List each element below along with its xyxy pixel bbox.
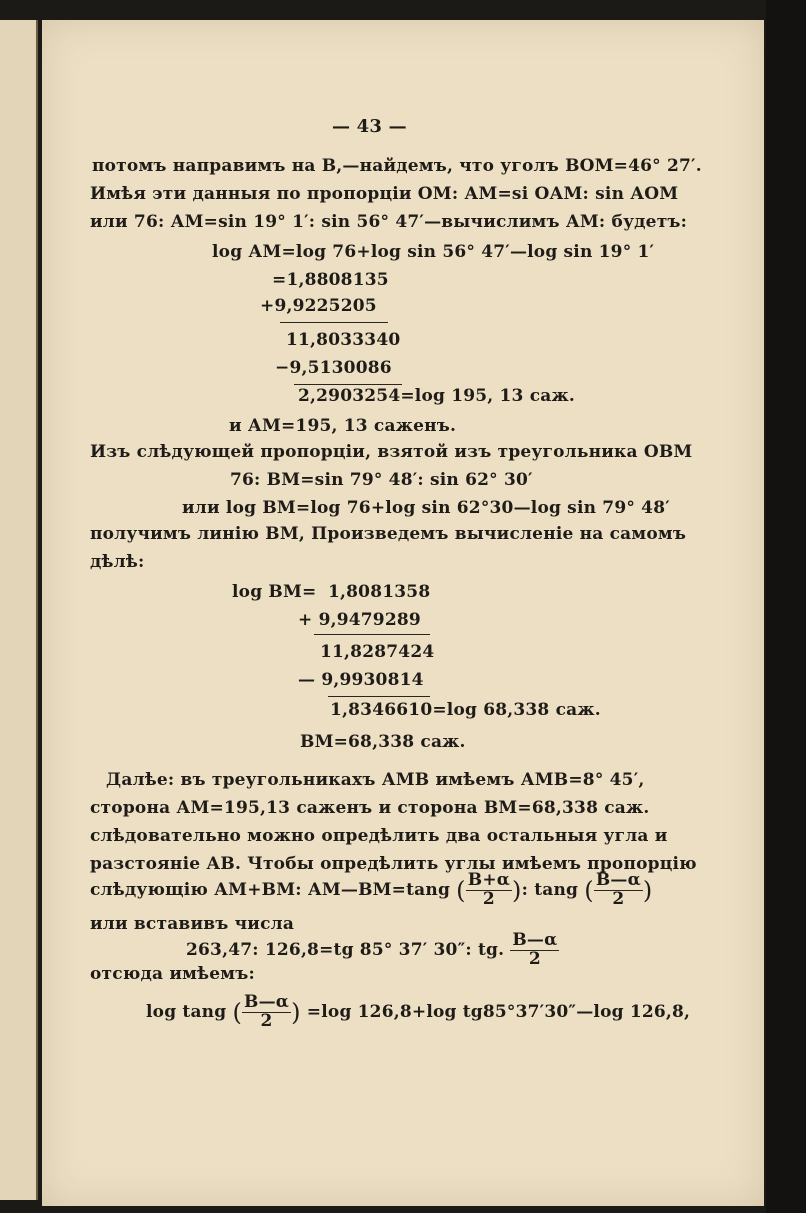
formula-text: =log 126,8+log tg85°37′30″—log 126,8, — [306, 1001, 691, 1022]
calc-line: 11,8287424 — [320, 642, 435, 662]
fraction-denominator: 2 — [260, 1010, 273, 1031]
fraction-numerator: В—α — [512, 930, 558, 950]
fraction-denominator: 2 — [482, 888, 495, 909]
calc-result: ВМ=68,338 саж. — [300, 732, 466, 752]
paren: ( — [584, 876, 594, 905]
text-line: Имѣя эти данныя по пропорціи ОМ: АМ=si ОАМ: sin АОМ — [90, 184, 679, 204]
formula-line: 76: ВМ=sin 79° 48′: sin 62° 30′ — [230, 470, 533, 490]
text-line: или 76: АМ=sin 19° 1′: sin 56° 47′—вычислимъ АМ: будетъ: — [90, 212, 688, 232]
formula-text: : tang — [521, 879, 579, 900]
fraction-numerator: В—α — [595, 870, 641, 890]
calc-result: 2,2903254=log 195, 13 саж. — [298, 386, 575, 406]
fraction — [594, 872, 643, 909]
scan-background — [766, 0, 806, 1213]
text-line: разстояніе АВ. Чтобы опредѣлить углы имѣемъ пропорцію — [90, 854, 697, 874]
text-line: отсюда имѣемъ: — [90, 964, 255, 984]
paren: ) — [642, 876, 653, 905]
formula-text: слѣдующію АМ+ВМ: АМ—ВМ=tang — [90, 879, 451, 900]
previous-page-edge — [0, 20, 38, 1200]
calc-line: + 9,9479289 — [298, 610, 421, 630]
calc-result: 1,8346610=log 68,338 саж. — [330, 700, 601, 720]
formula-line: или log ВМ=log 76+log sin 62°30—log sin 79° 48′ — [182, 498, 670, 518]
formula-line: log АМ=log 76+log sin 56° 47′—log sin 19° 1′ — [212, 242, 655, 262]
calc-line: 11,8033340 — [286, 330, 401, 350]
text-line: и АМ=195, 13 саженъ. — [229, 416, 457, 436]
calc-rule — [280, 322, 388, 323]
calc-rule — [314, 634, 430, 635]
paren: ( — [232, 998, 243, 1027]
paren: ) — [291, 998, 301, 1027]
text-line: Изъ слѣдующей пропорціи, взятой изъ треугольника ОВМ — [90, 442, 693, 462]
text-line: потомъ направимъ на В,—найдемъ, что уголъ ВОМ=46° 27′. — [92, 156, 702, 176]
text-line: Далѣе: въ треугольникахъ АМВ имѣемъ АМВ=8° 45′, — [106, 770, 645, 790]
calc-rule — [294, 384, 402, 385]
calc-label: log ВМ= — [232, 582, 317, 602]
calc-line: =1,8808135 — [272, 270, 389, 290]
calc-line: −9,5130086 — [275, 358, 392, 378]
page-number: — 43 — — [332, 116, 407, 137]
book-page — [42, 20, 764, 1206]
text-line: сторона АМ=195,13 саженъ и сторона ВМ=68,338 саж. — [90, 798, 650, 818]
paren: ( — [456, 876, 466, 905]
fraction-denominator: 2 — [612, 888, 625, 909]
fraction — [466, 872, 512, 909]
formula-line-with-fractions — [90, 872, 652, 909]
fraction — [510, 932, 559, 969]
fraction-denominator: 2 — [528, 948, 541, 969]
calc-rule — [328, 696, 430, 697]
calc-line: +9,9225205 — [260, 296, 377, 316]
formula-line-with-fractions — [146, 994, 690, 1031]
calc-line: 1,8081358 — [328, 582, 431, 602]
text-line: или вставивъ числа — [90, 914, 295, 934]
text-line: получимъ линію ВМ, Произведемъ вычисленіе на самомъ — [90, 524, 687, 544]
paren: ) — [512, 876, 522, 905]
text-line: дѣлѣ: — [90, 552, 145, 572]
formula-text: 263,47: 126,8=tg 85° 37′ 30″: tg. — [186, 939, 505, 960]
text-line: слѣдовательно можно опредѣлить два остальныя угла и — [90, 826, 668, 846]
fraction — [242, 994, 291, 1031]
fraction-numerator: В—α — [244, 992, 290, 1012]
fraction-numerator: В+α — [467, 870, 511, 890]
formula-text: log tang — [146, 1001, 227, 1022]
calc-line: — 9,9930814 — [298, 670, 424, 690]
